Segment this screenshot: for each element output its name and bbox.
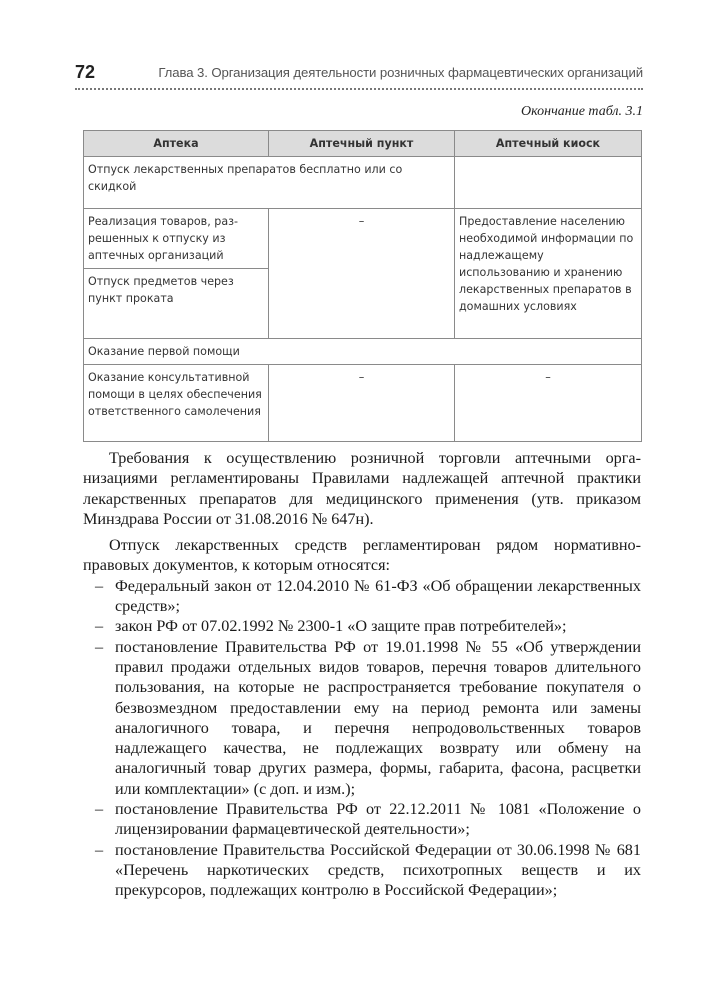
running-header xyxy=(75,62,643,90)
column-header-pharmacy: Аптека xyxy=(84,131,269,157)
list-item xyxy=(83,576,641,617)
page-number: 72 xyxy=(75,62,96,82)
cell-text: Оказание консультативной помощи в целях обеспечения ответственного самолечения xyxy=(88,371,262,418)
list-item xyxy=(83,637,641,799)
header-divider xyxy=(75,88,643,90)
paragraph: Требования к осуществлению розничной торговли аптечными организациями регламентированы Правилами надлежащей аптечной практики лекарственных препаратов для медицинского применения (утв. приказом Минздрава России от 31.08.2016 № 647н). xyxy=(83,449,641,528)
list-item-text: постановление Правительства РФ от 19.01.1998 № 55 «Об утверждении правил продажи отдельных видов товаров, перечня товаров длительного пользования, на которые не распространяется требование покупателя о безвозмездном предоставлении ему на период ремонта или замены аналогичного товара, и перечня непродовольственных товаров надлежащего качества, не подлежащих возврату или обмену на аналогичный товар других размера, формы, габарита, фасона, расцветки или комплектации» (с доп. и изм.); xyxy=(115,637,641,798)
list-item xyxy=(83,616,641,636)
cell-text: Оказание первой помощи xyxy=(88,345,240,358)
cell-text: Реализация товаров, разрешенных к отпуску из аптечных организаций xyxy=(88,215,239,262)
list-item xyxy=(83,799,641,840)
table-cell xyxy=(455,209,642,339)
table-cell xyxy=(455,157,642,209)
list-item-text: закон РФ от 07.02.1992 № 2300-1 «О защите прав потребителей»; xyxy=(115,617,567,636)
table-row xyxy=(84,365,642,442)
list-dash: – xyxy=(95,617,104,636)
list-item-text: постановление Правительства Российской Федерации от 30.06.1998 № 681 «Перечень наркотических средств, психотропных веществ и их прекурсоров, подлежащих контролю в Российской Федерации»; xyxy=(115,840,641,900)
table-caption: Окончание табл. 3.1 xyxy=(521,104,643,119)
list-dash: – xyxy=(95,576,104,595)
column-header-pharmacy-point: Аптечный пункт xyxy=(269,131,455,157)
table-cell xyxy=(269,365,455,442)
table-row xyxy=(84,339,642,365)
cell-text: – xyxy=(358,215,365,228)
table-cell xyxy=(269,209,455,339)
table-row xyxy=(84,157,642,209)
table-cell xyxy=(84,339,642,365)
cell-text: Отпуск лекарственных препаратов бесплатно или со скидкой xyxy=(88,163,403,193)
cell-text: – xyxy=(358,371,365,384)
regulations-list xyxy=(83,576,641,901)
list-dash: – xyxy=(95,800,104,819)
cell-text: – xyxy=(545,371,551,384)
cell-text: Отпуск предметов через пункт проката xyxy=(88,275,234,305)
table-row xyxy=(84,209,642,269)
table-cell xyxy=(84,157,455,209)
table-cell xyxy=(84,209,269,269)
body-text xyxy=(83,448,641,901)
table-header-row xyxy=(84,131,642,157)
chapter-title: Глава 3. Организация деятельности розничных фармацевтических организаций xyxy=(158,65,643,80)
column-header-pharmacy-kiosk: Аптечный киоск xyxy=(455,131,642,157)
list-dash: – xyxy=(95,840,104,859)
list-item-text: Федеральный закон от 12.04.2010 № 61-ФЗ «Об обращении лекарственных средств»; xyxy=(115,576,641,616)
table-cell xyxy=(84,365,269,442)
list-dash: – xyxy=(95,637,104,656)
table-cell xyxy=(455,365,642,442)
paragraph: Отпуск лекарственных средств регламентирован рядом нормативно-правовых документов, к которым относятся: xyxy=(83,536,641,575)
pharmacy-functions-table xyxy=(83,130,642,442)
table-cell xyxy=(84,269,269,339)
list-item-text: постановление Правительства РФ от 22.12.2011 № 1081 «Положение о лицензировании фармацевтической деятельности»; xyxy=(115,800,641,839)
list-item xyxy=(83,840,641,901)
cell-text: Предоставление населению необходимой информации по надлежащему использованию и хранению лекарственных препаратов в домашних условиях xyxy=(459,215,634,313)
